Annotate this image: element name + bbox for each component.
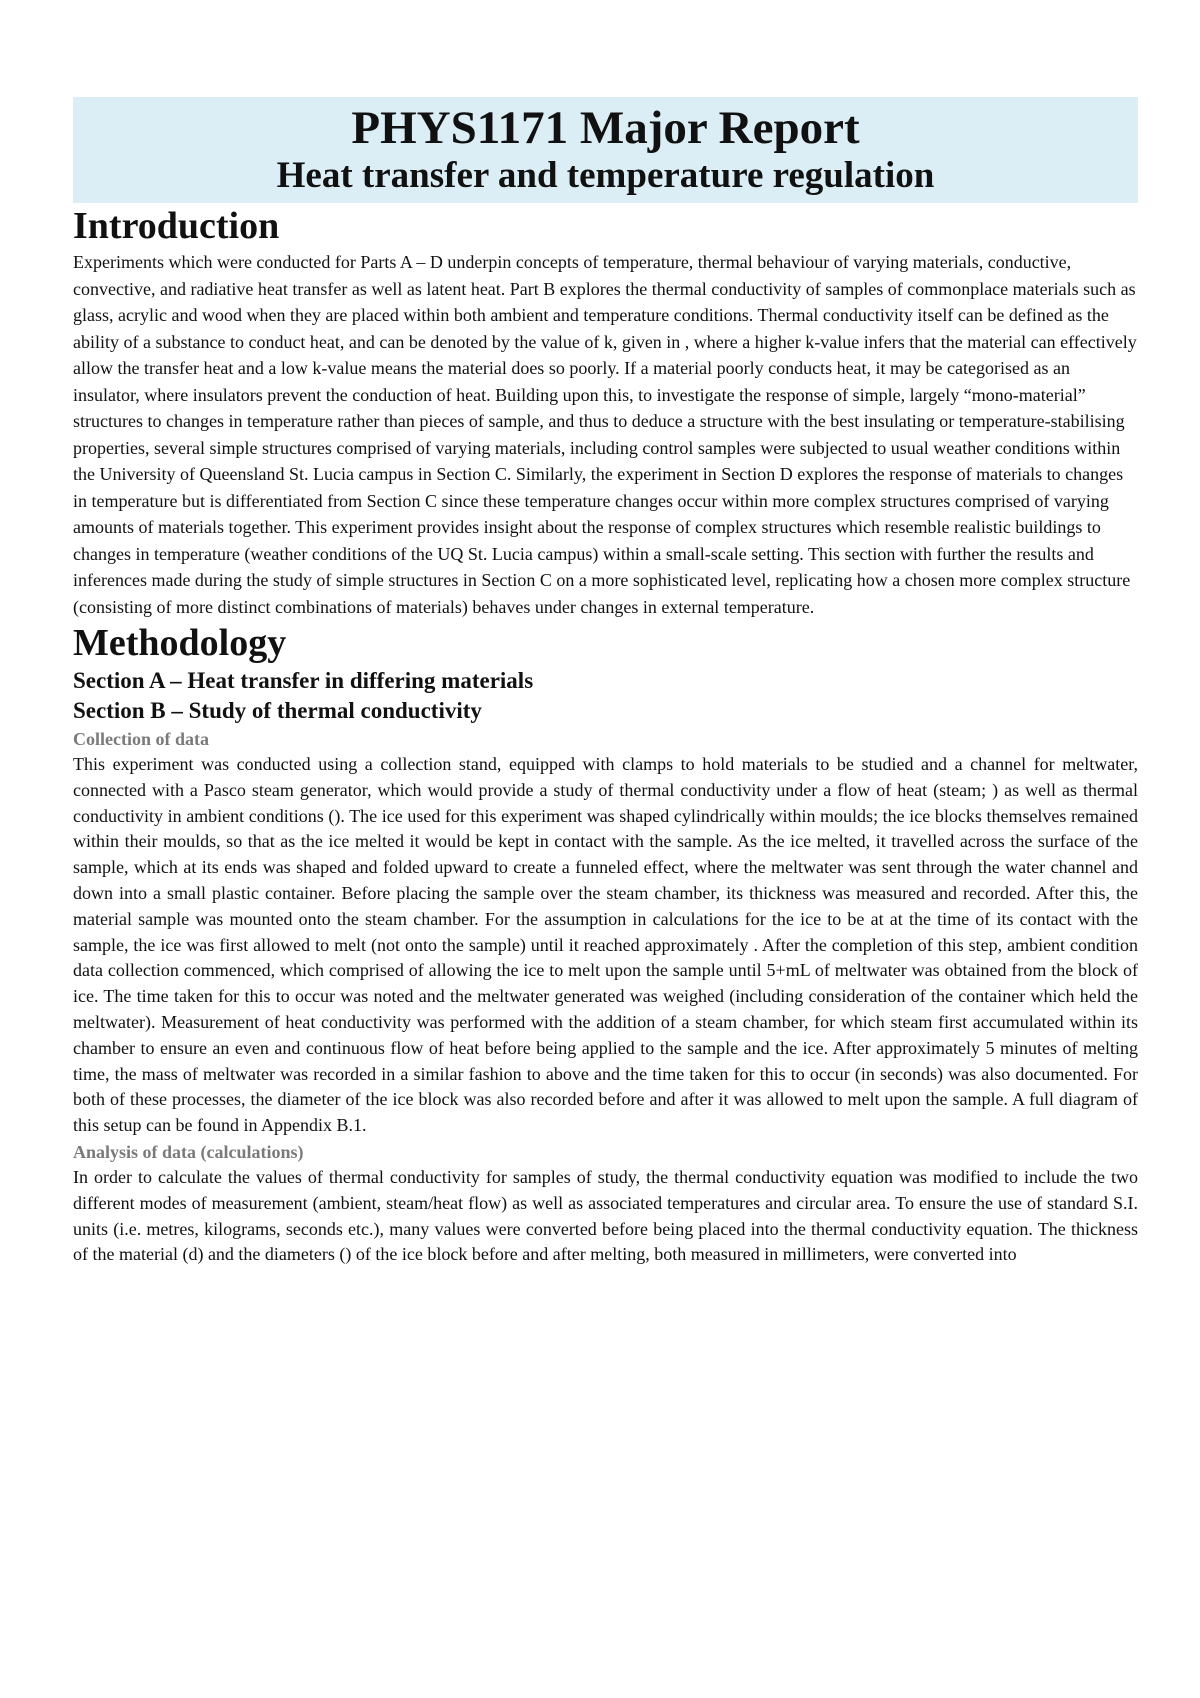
document-page	[73, 97, 1138, 1268]
collection-of-data-heading: Collection of data	[73, 729, 209, 749]
report-subtitle: Heat transfer and temperature regulation	[276, 155, 935, 196]
introduction-heading: Introduction	[73, 205, 280, 247]
section-a-heading: Section A – Heat transfer in differing materials	[73, 668, 534, 693]
introduction-paragraph: Experiments which were conducted for Parts A – D underpin concepts of temperature, thermal behaviour of varying materials, conductive, convective, and radiative heat transfer as well as latent heat. Part B explores the thermal conductivity of samples of commonplace materials such as glass, acrylic and wood when they are placed within both ambient and temperature conditions. Thermal conductivity itself can be defined as the ability of a substance to conduct heat, and can be denoted by the value of k, given in , where a higher k-value infers that the material can effectively allow the transfer heat and a low k-value means the material does so poorly. If a material poorly conducts heat, it may be categorised as an insulator, where insulators prevent the conduction of heat. Building upon this, to investigate the response of simple, largely “mono-material” structures to changes in temperature rather than pieces of sample, and thus to deduce a structure with the best insulating or temperature-stabilising properties, several simple structures comprised of varying materials, including control samples were subjected to usual weather conditions within the University of Queensland St. Lucia campus in Section C. Similarly, the experiment in Section D explores the response of materials to changes in temperature but is differentiated from Section C since these temperature changes occur within more complex structures comprised of varying amounts of materials together. This experiment provides insight about the response of complex structures which resemble realistic buildings to changes in temperature (weather conditions of the UQ St. Lucia campus) within a small-scale setting. This section with further the results and inferences made during the study of simple structures in Section C on a more sophisticated level, replicating how a chosen more complex structure (consisting of more distinct combinations of materials) behaves under changes in external temperature.	[73, 252, 1137, 617]
methodology-heading: Methodology	[73, 622, 287, 664]
analysis-of-data-heading: Analysis of data (calculations)	[73, 1141, 304, 1162]
collection-of-data-paragraph: This experiment was conducted using a collection stand, equipped with clamps to hold materials to be studied and a channel for meltwater, connected with a Pasco steam generator, which would provide a study of thermal conductivity under a flow of heat (steam; ) as well as thermal conductivity in ambient conditions (). The ice used for this experiment was shaped cylindrically within moulds; the ice blocks themselves remained within their moulds, so that as the ice melted it would be kept in contact with the sample. As the ice melted, it travelled across the surface of the sample, which at its ends was shaped and folded upward to create a funneled effect, where the meltwater was sent through the water channel and down into a small plastic container. Before placing the sample over the steam chamber, its thickness was measured and recorded. After this, the material sample was mounted onto the steam chamber. For the assumption in calculations for the ice to be at at the time of its contact with the sample, the ice was first allowed to melt (not onto the sample) until it reached approximately . After the completion of this step, ambient condition data collection commenced, which comprised of allowing the ice to melt upon the sample until 5+mL of meltwater was obtained from the block of ice. The time taken for this to occur was noted and the meltwater generated was weighed (including consideration of the container which held the meltwater). Measurement of heat conductivity was performed with the addition of a steam chamber, for which steam first accumulated within its chamber to ensure an even and continuous flow of heat before being applied to the sample and the ice. After approximately 5 minutes of melting time, the mass of meltwater was recorded in a similar fashion to above and the time taken for this to occur (in seconds) was also documented. For both of these processes, the diameter of the ice block was also recorded before and after it was allowed to melt upon the sample. A full diagram of this setup can be found in Appendix B.1.	[73, 754, 1138, 1136]
report-title: PHYS1171 Major Report	[351, 102, 860, 154]
analysis-of-data-paragraph: In order to calculate the values of thermal conductivity for samples of study, the thermal conductivity equation was modified to include the two different modes of measurement (ambient, steam/heat flow) as well as associated temperatures and circular area. To ensure the use of standard S.I. units (i.e. metres, kilograms, seconds etc.), many values were converted before being placed into the thermal conductivity equation. The thickness of the material (d) and the diameters () of the ice block before and after melting, both measured in millimeters, were converted into	[73, 1166, 1138, 1265]
section-b-heading: Section B – Study of thermal conductivity	[73, 698, 482, 723]
title-banner	[73, 97, 1138, 203]
